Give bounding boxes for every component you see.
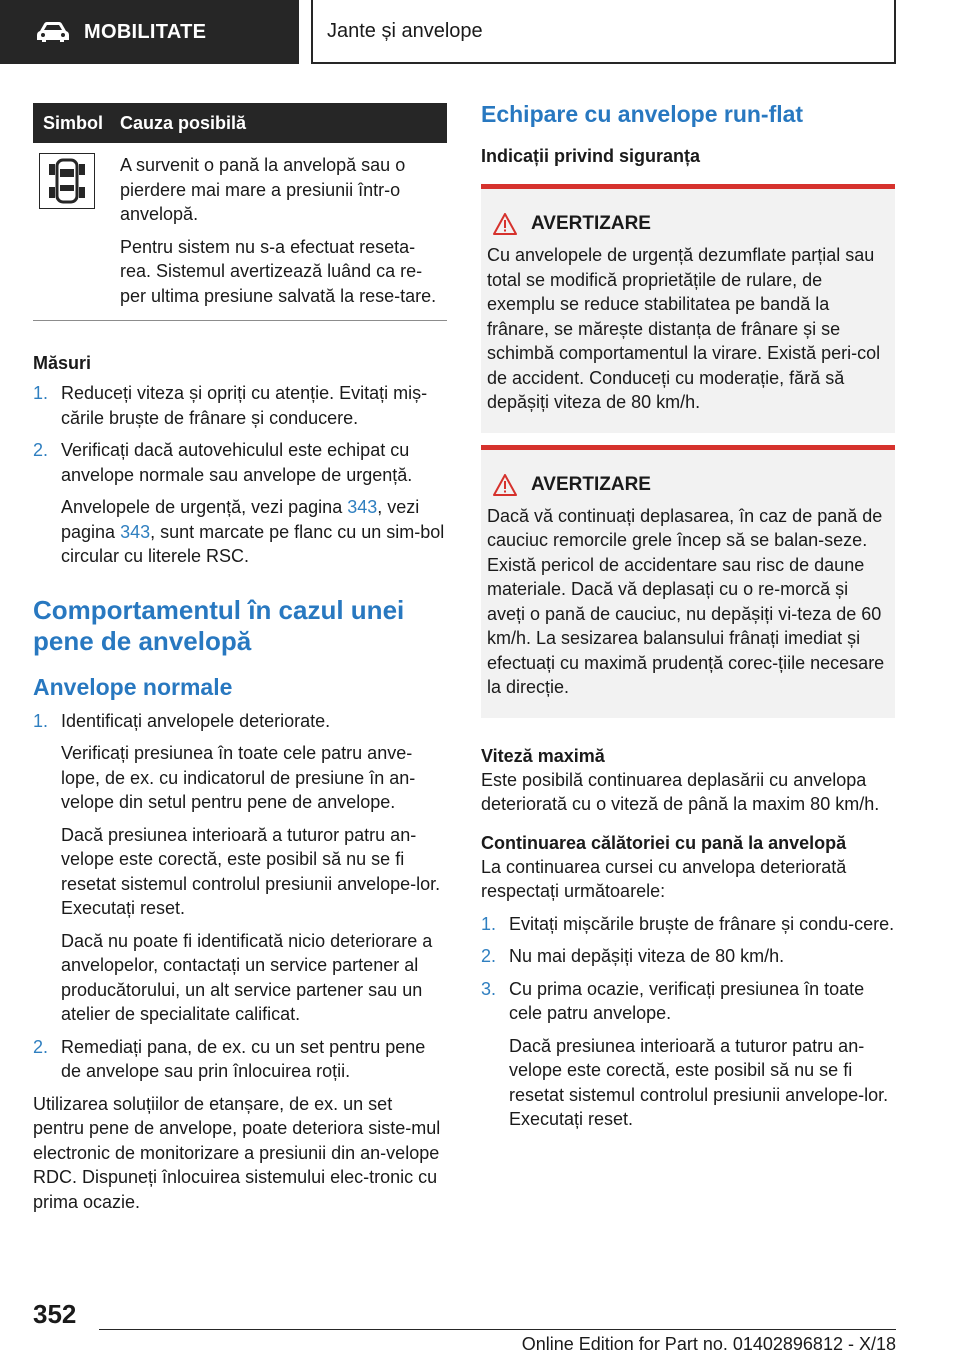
continue-text: La continuarea cursei cu anvelopa deteriorată respectați următoarele:	[481, 856, 847, 901]
cause-text-2: Pentru sistem nu s-a efectuat reseta-rea. Sistemul avertizează luând ca re-per ultima presiune salvată la rese-tare.	[120, 236, 437, 306]
chapter-header	[311, 0, 896, 64]
safety-title: Indicații privind siguranța	[481, 146, 701, 166]
list-item: 1. Evitați mișcările bruște de frânare și condu-cere.	[481, 913, 895, 934]
cause-text-1: A survenit o pană la anvelopă sau o pierdere mai mare a presiunii într-o anvelopă.	[120, 155, 406, 224]
chapter-title: Jante și anvelope	[327, 19, 483, 42]
warning-box	[481, 445, 895, 718]
warning-box	[481, 184, 895, 433]
warning-text: Cu anvelopele de urgență dezumflate parțial sau total se modifică proprietățile de rulare, de exemplu se reduce stabilitatea pe bandă la frânare, se mărește distanța de frânare și se schimbă comportamentul la virare. Există peri-col de accident. Conduceți cu moderație, fără să depășiți viteza de 80 km/h.	[487, 245, 881, 412]
footer-divider	[99, 1329, 896, 1330]
table-header	[33, 103, 447, 143]
max-speed-text: Este posibilă continuarea deplasării cu anvelopa deteriorată cu o viteză de până la maxim 80 km/h.	[481, 769, 880, 814]
left-column	[33, 103, 447, 1214]
continue-title: Continuarea călătoriei cu pană la anvelopă	[481, 832, 847, 853]
car-icon	[36, 21, 70, 43]
symbol-cell	[39, 153, 95, 209]
col-symbol-header: Simbol	[43, 112, 104, 133]
section-header	[0, 0, 299, 64]
list-item: 3. Cu prima ocazie, verificați presiunea în toate cele patru anvelope. Dacă presiunea interioară a tuturor patru an-velope este corectă, este posibil să nu se fi resetat sistemul controlul presiunii anvelope-lor. Executați reset.	[481, 978, 889, 1129]
page-link[interactable]: 343	[120, 521, 151, 542]
section-title: MOBILITATE	[84, 20, 207, 43]
list-item: 2. Remediați pana, de ex. cu un set pentru pene de anvelope sau prin înlocuirea roții.	[33, 1036, 426, 1081]
max-speed-section	[481, 744, 895, 817]
table-row	[33, 143, 447, 321]
col-cause-header: Cauza posibilă	[120, 112, 247, 133]
tire-pressure-car-icon	[47, 157, 87, 205]
warning-title: AVERTIZARE	[531, 473, 651, 495]
section-heading: Echipare cu anvelope run-flat	[481, 101, 804, 127]
warning-triangle-icon	[493, 213, 517, 235]
warning-text: Dacă vă continuați deplasarea, în caz de pană de cauciuc remorcile grele încep să se balan-seze. Există pericol de accidentare sau risc de daune materiale. Dacă vă deplasați cu o re-morcă și aveți o pană de cauciuc, nu depășiți vi-teza de 60 km/h. La sesizarea balansului frânați imediat și efectuați cu maximă prudență corec-țiile necesare la direcție.	[487, 505, 885, 697]
subsection-heading: Anvelope normale	[33, 673, 233, 700]
measures-section	[33, 351, 447, 569]
flat-tire-section	[33, 595, 447, 1215]
edition-text: Online Edition for Part no. 01402896812 - X/18	[521, 1334, 896, 1354]
list-item: 1. Identificați anvelopele deteriorate. Verificați presiunea în toate cele patru anve-lope, de ex. cu indicatorul de presiune în an-velope din setul pentru pene de anvelope. Dacă presiunea interioară a tuturor patru an-velope este corectă, este posibil să nu se fi resetat sistemul controlul presiunii anvelope-lor. Executați reset. Dacă nu poate fi identificată nicio deteriorare a anvelopelor, contactați un service partener al producătorului, un alt service partener sau un atelier de specialitate calificat.	[33, 710, 441, 1024]
symbol-table	[33, 103, 447, 321]
page-number: 352	[33, 1299, 77, 1329]
list-item: 2. Verificați dacă autovehiculul este echipat cu anvelope normale sau anvelope de urgență. Anvelopele de urgență, vezi pagina 343, vezi pagina 343, sunt marcate pe flanc cu un sim-bol circular cu literele RSC.	[33, 440, 445, 566]
warning-title: AVERTIZARE	[531, 213, 651, 234]
max-speed-title: Viteză maximă	[481, 745, 605, 766]
measures-title: Măsuri	[33, 353, 92, 373]
sealant-note: Utilizarea soluțiilor de etanșare, de ex. un set pentru pene de anvelope, poate deteriora siste-mul electronic de monitorizare a presiunii din an-velope RDC. Dispuneți înlocuirea sistemului elec-tronic cu prima ocazie.	[33, 1093, 441, 1212]
right-column	[481, 100, 895, 1132]
list-item: 1. Reduceți viteza și opriți cu atenție. Evitați miș-cările bruște de frânare și conducere.	[33, 383, 428, 428]
page-link[interactable]: 343	[347, 497, 378, 517]
list-item: 2. Nu mai depășiți viteza de 80 km/h.	[481, 946, 785, 966]
continue-section	[481, 831, 895, 1132]
section-heading: Comportamentul în cazul unei pene de anvelopă	[33, 594, 405, 656]
warning-triangle-icon	[493, 474, 517, 496]
